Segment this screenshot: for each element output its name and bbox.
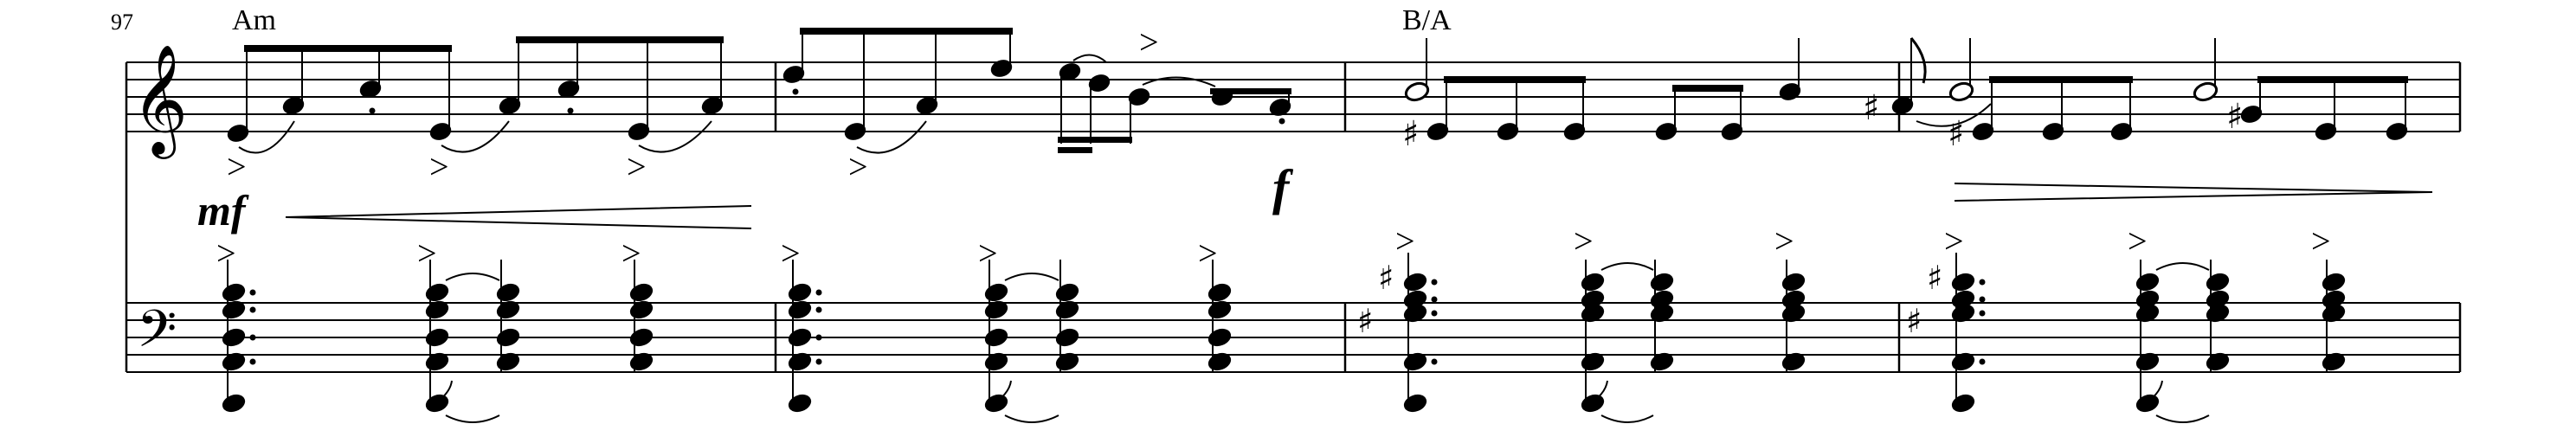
svg-text:>: > <box>429 147 449 186</box>
sharp-icon: ♯ <box>1863 88 1880 128</box>
sharp-icon: ♯ <box>1927 259 1943 297</box>
treble-staff <box>126 62 2460 132</box>
dynamic-forte: f <box>1272 159 1290 215</box>
decrescendo-hairpin <box>1955 183 2432 201</box>
svg-text:>: > <box>1574 222 1594 260</box>
barlines <box>126 62 2460 372</box>
sharp-icon: ♯ <box>2226 97 2244 137</box>
sharp-icon: ♯ <box>1948 114 1965 154</box>
bass-staff <box>126 303 2460 372</box>
svg-text:>: > <box>216 234 236 273</box>
svg-text:>: > <box>978 234 998 273</box>
sharp-icon: ♯ <box>1906 302 1922 340</box>
svg-text:>: > <box>1944 222 1964 260</box>
svg-text:>: > <box>1774 222 1794 260</box>
svg-text:>: > <box>1395 222 1415 260</box>
chord-symbol-b-over-a: B/A <box>1402 4 1452 36</box>
sharp-icon: ♯ <box>1357 302 1374 340</box>
treble-measure-2 <box>782 28 1293 153</box>
sharp-icon: ♯ <box>1402 114 1420 154</box>
dynamic-mezzo-forte: mf <box>197 186 246 234</box>
svg-text:>: > <box>848 147 868 186</box>
crescendo-hairpin <box>286 206 751 228</box>
svg-text:>: > <box>1198 234 1218 273</box>
treble-clef-icon: 𝄞 <box>132 43 189 154</box>
svg-text:>: > <box>781 234 801 273</box>
bass-clef-icon: 𝄢 <box>137 299 177 371</box>
svg-text:>: > <box>1139 22 1159 61</box>
chord-symbol-am: Am <box>232 4 276 36</box>
bass-accents <box>216 222 2331 273</box>
treble-measure-1 <box>226 36 725 153</box>
svg-text:>: > <box>227 147 247 186</box>
sharp-icon: ♯ <box>1378 259 1394 297</box>
svg-text:>: > <box>627 147 647 186</box>
svg-text:>: > <box>2311 222 2331 260</box>
bass-sharps <box>1357 259 1942 340</box>
measure-number: 97 <box>111 10 133 35</box>
svg-text:>: > <box>417 234 437 273</box>
svg-text:>: > <box>2128 222 2148 260</box>
svg-text:>: > <box>621 234 641 273</box>
